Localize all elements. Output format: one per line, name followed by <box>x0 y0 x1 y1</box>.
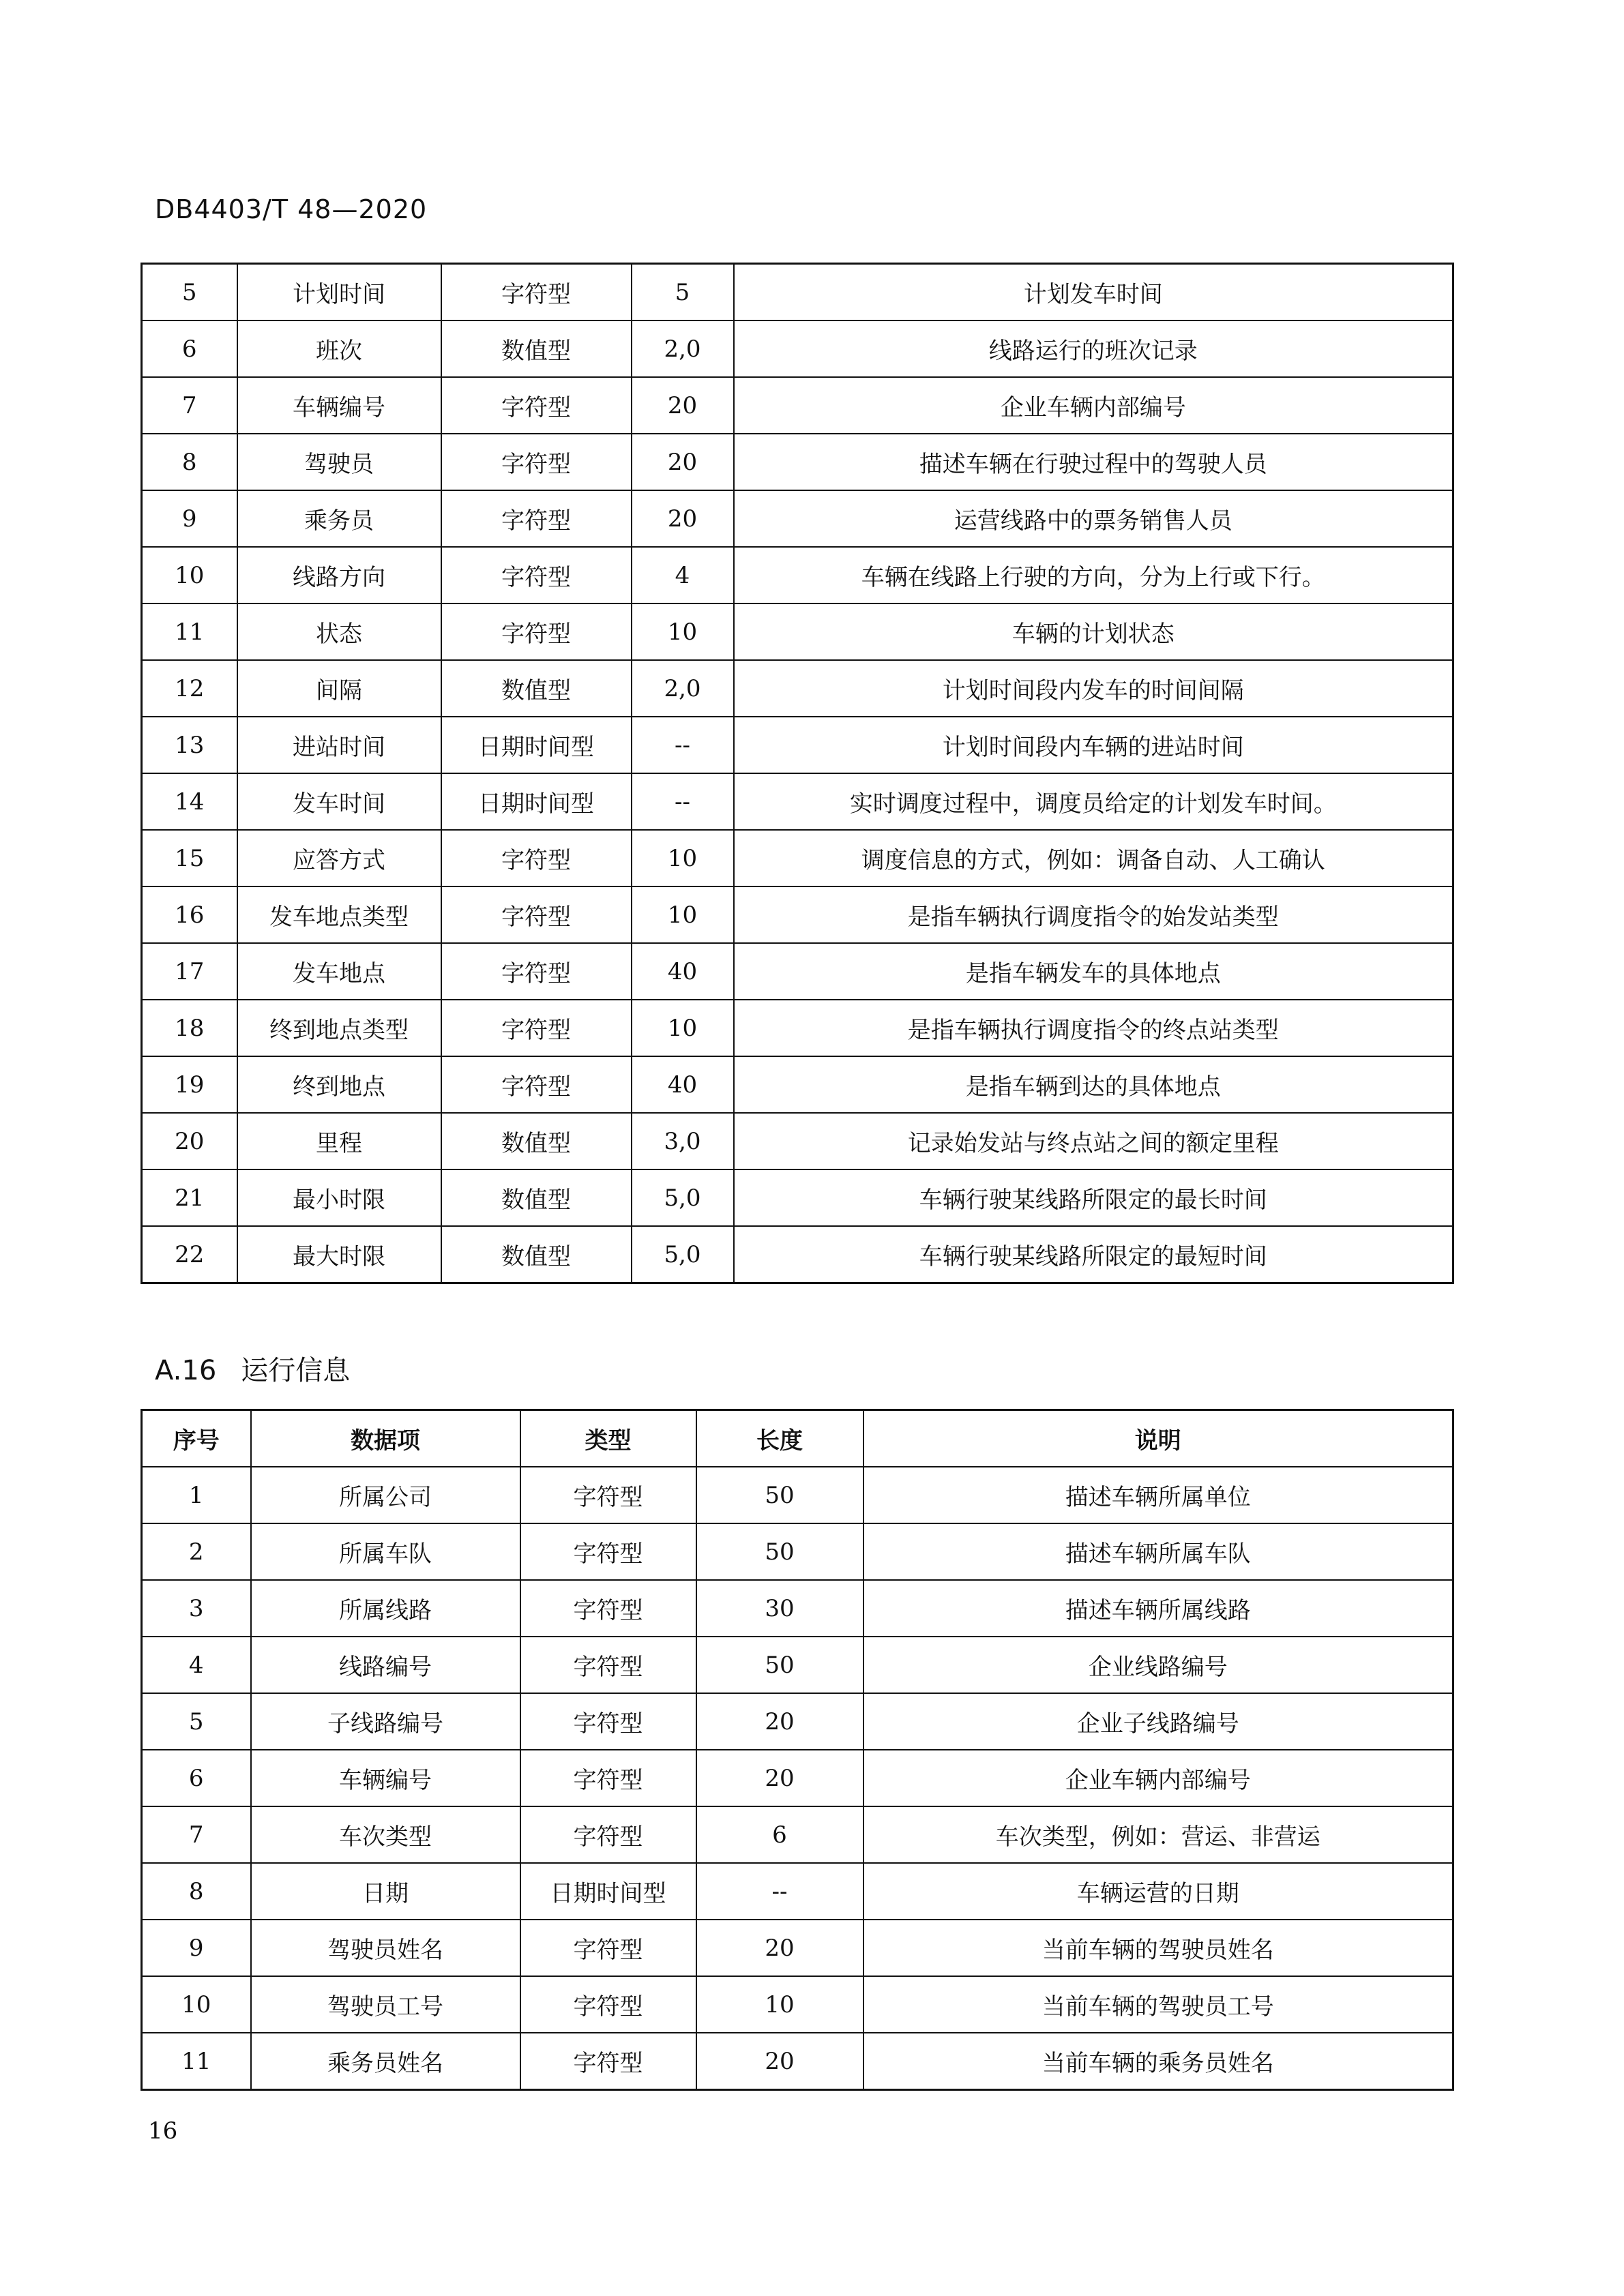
cell-field: 驾驶员工号 <box>251 1976 520 2033</box>
cell-type: 字符型 <box>441 490 632 547</box>
table-row <box>142 1169 1453 1226</box>
cell-index: 20 <box>142 1113 237 1169</box>
cell-index: 15 <box>142 830 237 886</box>
cell-index: 7 <box>142 377 237 434</box>
cell-description: 车辆在线路上行驶的方向，分为上行或下行。 <box>734 547 1453 603</box>
cell-index: 21 <box>142 1169 237 1226</box>
cell-length: -- <box>696 1863 863 1920</box>
header-cell: 类型 <box>520 1410 696 1467</box>
header-cell: 序号 <box>142 1410 251 1467</box>
table-header-row <box>142 1410 1453 1467</box>
table-body <box>142 264 1453 1283</box>
cell-description: 描述车辆所属单位 <box>863 1467 1453 1523</box>
cell-length: 10 <box>632 1000 734 1056</box>
table-row <box>142 943 1453 1000</box>
table-row <box>142 1806 1453 1863</box>
cell-index: 9 <box>142 1920 251 1976</box>
cell-index: 11 <box>142 2033 251 2090</box>
table-row <box>142 490 1453 547</box>
cell-description: 线路运行的班次记录 <box>734 320 1453 377</box>
table-row <box>142 377 1453 434</box>
cell-type: 字符型 <box>441 1000 632 1056</box>
cell-index: 1 <box>142 1467 251 1523</box>
cell-length: 20 <box>696 1693 863 1750</box>
cell-field: 终到地点 <box>237 1056 441 1113</box>
cell-length: 10 <box>632 886 734 943</box>
cell-description: 车辆的计划状态 <box>734 603 1453 660</box>
cell-type: 字符型 <box>441 943 632 1000</box>
cell-index: 10 <box>142 1976 251 2033</box>
cell-index: 8 <box>142 434 237 490</box>
cell-length: 20 <box>632 377 734 434</box>
table-row <box>142 547 1453 603</box>
table-row <box>142 1467 1453 1523</box>
cell-index: 3 <box>142 1580 251 1637</box>
cell-type: 数值型 <box>441 320 632 377</box>
cell-field: 间隔 <box>237 660 441 717</box>
cell-description: 描述车辆所属线路 <box>863 1580 1453 1637</box>
cell-index: 6 <box>142 320 237 377</box>
cell-type: 字符型 <box>520 2033 696 2090</box>
run-info-table <box>141 1409 1454 2091</box>
cell-field: 状态 <box>237 603 441 660</box>
cell-index: 6 <box>142 1750 251 1806</box>
cell-field: 应答方式 <box>237 830 441 886</box>
cell-field: 线路方向 <box>237 547 441 603</box>
cell-description: 车辆行驶某线路所限定的最长时间 <box>734 1169 1453 1226</box>
cell-index: 14 <box>142 773 237 830</box>
table-row <box>142 1637 1453 1693</box>
cell-description: 车辆行驶某线路所限定的最短时间 <box>734 1226 1453 1283</box>
cell-field: 车辆编号 <box>251 1750 520 1806</box>
cell-length: -- <box>632 773 734 830</box>
cell-length: 30 <box>696 1580 863 1637</box>
cell-index: 8 <box>142 1863 251 1920</box>
cell-index: 7 <box>142 1806 251 1863</box>
cell-field: 进站时间 <box>237 717 441 773</box>
cell-type: 数值型 <box>441 1113 632 1169</box>
cell-description: 描述车辆在行驶过程中的驾驶人员 <box>734 434 1453 490</box>
cell-type: 字符型 <box>520 1467 696 1523</box>
cell-length: 5 <box>632 264 734 321</box>
data-table-continued <box>141 263 1454 1284</box>
table-row <box>142 1113 1453 1169</box>
cell-type: 字符型 <box>441 830 632 886</box>
cell-type: 字符型 <box>441 434 632 490</box>
cell-length: 10 <box>632 603 734 660</box>
cell-description: 是指车辆执行调度指令的终点站类型 <box>734 1000 1453 1056</box>
section-heading: 运行信息 <box>241 1355 351 1386</box>
document-id: DB4403/T 48—2020 <box>155 194 428 224</box>
section-number: A.16 <box>155 1355 217 1386</box>
cell-type: 日期时间型 <box>520 1863 696 1920</box>
cell-description: 企业线路编号 <box>863 1637 1453 1693</box>
cell-length: 40 <box>632 1056 734 1113</box>
cell-description: 实时调度过程中，调度员给定的计划发车时间。 <box>734 773 1453 830</box>
header-cell: 说明 <box>863 1410 1453 1467</box>
cell-length: 5,0 <box>632 1226 734 1283</box>
cell-field: 车次类型 <box>251 1806 520 1863</box>
cell-description: 计划时间段内车辆的进站时间 <box>734 717 1453 773</box>
cell-length: 50 <box>696 1637 863 1693</box>
cell-length: 20 <box>632 434 734 490</box>
cell-length: 4 <box>632 547 734 603</box>
cell-index: 12 <box>142 660 237 717</box>
cell-description: 计划时间段内发车的时间间隔 <box>734 660 1453 717</box>
section-title <box>155 1349 350 1388</box>
cell-index: 2 <box>142 1523 251 1580</box>
table-row <box>142 1920 1453 1976</box>
cell-length: 2,0 <box>632 320 734 377</box>
table-row <box>142 434 1453 490</box>
cell-type: 字符型 <box>520 1693 696 1750</box>
cell-index: 5 <box>142 264 237 321</box>
cell-description: 当前车辆的驾驶员工号 <box>863 1976 1453 2033</box>
cell-type: 字符型 <box>441 264 632 321</box>
cell-length: 3,0 <box>632 1113 734 1169</box>
cell-field: 所属车队 <box>251 1523 520 1580</box>
cell-field: 子线路编号 <box>251 1693 520 1750</box>
cell-field: 驾驶员姓名 <box>251 1920 520 1976</box>
cell-length: 10 <box>632 830 734 886</box>
table-row <box>142 264 1453 321</box>
table-body <box>142 1467 1453 2090</box>
cell-description: 记录始发站与终点站之间的额定里程 <box>734 1113 1453 1169</box>
cell-description: 当前车辆的乘务员姓名 <box>863 2033 1453 2090</box>
cell-type: 字符型 <box>520 1920 696 1976</box>
cell-length: 20 <box>696 1920 863 1976</box>
cell-type: 字符型 <box>520 1580 696 1637</box>
cell-field: 最小时限 <box>237 1169 441 1226</box>
table-row <box>142 320 1453 377</box>
cell-length: 2,0 <box>632 660 734 717</box>
cell-field: 乘务员姓名 <box>251 2033 520 2090</box>
header-cell: 数据项 <box>251 1410 520 1467</box>
cell-description: 调度信息的方式，例如：调备自动、人工确认 <box>734 830 1453 886</box>
cell-index: 10 <box>142 547 237 603</box>
cell-type: 数值型 <box>441 1226 632 1283</box>
cell-field: 所属公司 <box>251 1467 520 1523</box>
cell-length: 5,0 <box>632 1169 734 1226</box>
cell-type: 字符型 <box>441 1056 632 1113</box>
cell-length: 20 <box>696 2033 863 2090</box>
cell-field: 里程 <box>237 1113 441 1169</box>
cell-field: 线路编号 <box>251 1637 520 1693</box>
table-row <box>142 1750 1453 1806</box>
cell-index: 11 <box>142 603 237 660</box>
cell-index: 16 <box>142 886 237 943</box>
cell-type: 字符型 <box>441 547 632 603</box>
cell-field: 终到地点类型 <box>237 1000 441 1056</box>
cell-index: 17 <box>142 943 237 1000</box>
cell-type: 字符型 <box>520 1637 696 1693</box>
cell-description: 描述车辆所属车队 <box>863 1523 1453 1580</box>
cell-field: 发车地点 <box>237 943 441 1000</box>
table-row <box>142 1523 1453 1580</box>
cell-field: 计划时间 <box>237 264 441 321</box>
table-row <box>142 603 1453 660</box>
cell-type: 字符型 <box>520 1523 696 1580</box>
cell-index: 5 <box>142 1693 251 1750</box>
table-row <box>142 1976 1453 2033</box>
cell-field: 发车时间 <box>237 773 441 830</box>
cell-field: 班次 <box>237 320 441 377</box>
cell-description: 是指车辆发车的具体地点 <box>734 943 1453 1000</box>
page-number: 16 <box>148 2117 178 2145</box>
cell-type: 日期时间型 <box>441 773 632 830</box>
cell-index: 9 <box>142 490 237 547</box>
cell-description: 企业车辆内部编号 <box>734 377 1453 434</box>
cell-length: 50 <box>696 1523 863 1580</box>
table-row <box>142 717 1453 773</box>
table-row <box>142 1226 1453 1283</box>
cell-type: 日期时间型 <box>441 717 632 773</box>
cell-index: 19 <box>142 1056 237 1113</box>
cell-type: 字符型 <box>441 603 632 660</box>
table-row <box>142 773 1453 830</box>
cell-length: 40 <box>632 943 734 1000</box>
cell-length: -- <box>632 717 734 773</box>
cell-type: 字符型 <box>441 377 632 434</box>
cell-description: 运营线路中的票务销售人员 <box>734 490 1453 547</box>
table-row <box>142 1863 1453 1920</box>
cell-length: 20 <box>696 1750 863 1806</box>
cell-index: 13 <box>142 717 237 773</box>
cell-index: 18 <box>142 1000 237 1056</box>
cell-field: 驾驶员 <box>237 434 441 490</box>
cell-field: 所属线路 <box>251 1580 520 1637</box>
table-row <box>142 1693 1453 1750</box>
cell-type: 字符型 <box>441 886 632 943</box>
cell-field: 日期 <box>251 1863 520 1920</box>
header-cell: 长度 <box>696 1410 863 1467</box>
cell-description: 车次类型，例如：营运、非营运 <box>863 1806 1453 1863</box>
table-row <box>142 2033 1453 2090</box>
cell-field: 最大时限 <box>237 1226 441 1283</box>
table-row <box>142 1056 1453 1113</box>
cell-description: 是指车辆执行调度指令的始发站类型 <box>734 886 1453 943</box>
cell-length: 6 <box>696 1806 863 1863</box>
cell-description: 车辆运营的日期 <box>863 1863 1453 1920</box>
cell-description: 当前车辆的驾驶员姓名 <box>863 1920 1453 1976</box>
cell-description: 是指车辆到达的具体地点 <box>734 1056 1453 1113</box>
cell-field: 发车地点类型 <box>237 886 441 943</box>
table-row <box>142 886 1453 943</box>
cell-type: 字符型 <box>520 1976 696 2033</box>
cell-field: 乘务员 <box>237 490 441 547</box>
table-row <box>142 830 1453 886</box>
cell-description: 计划发车时间 <box>734 264 1453 321</box>
table-row <box>142 1580 1453 1637</box>
cell-type: 数值型 <box>441 1169 632 1226</box>
cell-index: 4 <box>142 1637 251 1693</box>
cell-field: 车辆编号 <box>237 377 441 434</box>
cell-type: 字符型 <box>520 1806 696 1863</box>
cell-index: 22 <box>142 1226 237 1283</box>
table-row <box>142 660 1453 717</box>
cell-description: 企业车辆内部编号 <box>863 1750 1453 1806</box>
cell-description: 企业子线路编号 <box>863 1693 1453 1750</box>
cell-length: 20 <box>632 490 734 547</box>
cell-length: 50 <box>696 1467 863 1523</box>
table-row <box>142 1000 1453 1056</box>
cell-type: 字符型 <box>520 1750 696 1806</box>
cell-length: 10 <box>696 1976 863 2033</box>
cell-type: 数值型 <box>441 660 632 717</box>
